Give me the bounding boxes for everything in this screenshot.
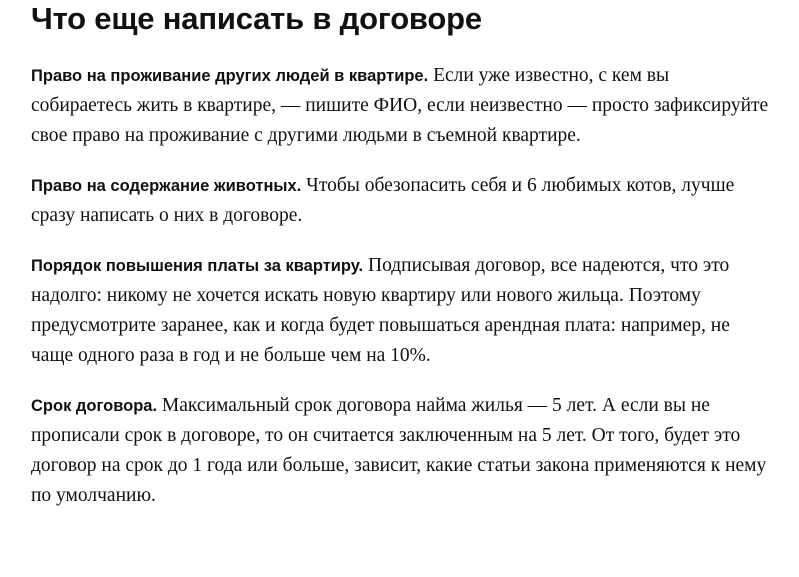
paragraph-lead: Право на содержание животных. [31, 177, 302, 195]
paragraph-lead: Право на проживание других людей в квартире. [31, 67, 429, 85]
paragraph-text: Если уже известно, с кем вы собираетесь жить в квартире, — пишите ФИО, если неизвестно — просто зафиксируйте свое право на проживание с другими людьми в съемной квартире. [31, 65, 769, 146]
paragraph-text: Чтобы обезопасить себя и 6 любимых котов, лучше сразу написать о них в договоре. [31, 175, 735, 226]
section-heading: Что еще написать в договоре [31, 1, 482, 36]
paragraph-text: Максимальный срок договора найма жилья — 5 лет. А если вы не прописали срок в договоре, то он считается заключенным на 5 лет. От того, будет это договор на срок до 1 года или больше, зависит, какие статьи закона применяются к нему по умолчанию. [31, 395, 767, 506]
paragraph-pets [31, 171, 771, 231]
paragraph-rent-increase [31, 251, 771, 371]
paragraph-lead: Срок договора. [31, 397, 158, 415]
paragraph-contract-term [31, 391, 771, 511]
paragraph-text: Подписывая договор, все надеются, что это надолго: никому не хочется искать новую квартиру или нового жильца. Поэтому предусмотрите заранее, как и когда будет повышаться арендная плата: например, не чаще одного раза в год и не больше чем на 10%. [31, 255, 730, 366]
article-section [31, 0, 771, 511]
paragraph-lead: Порядок повышения платы за квартиру. [31, 257, 364, 275]
paragraph-residents [31, 61, 771, 151]
